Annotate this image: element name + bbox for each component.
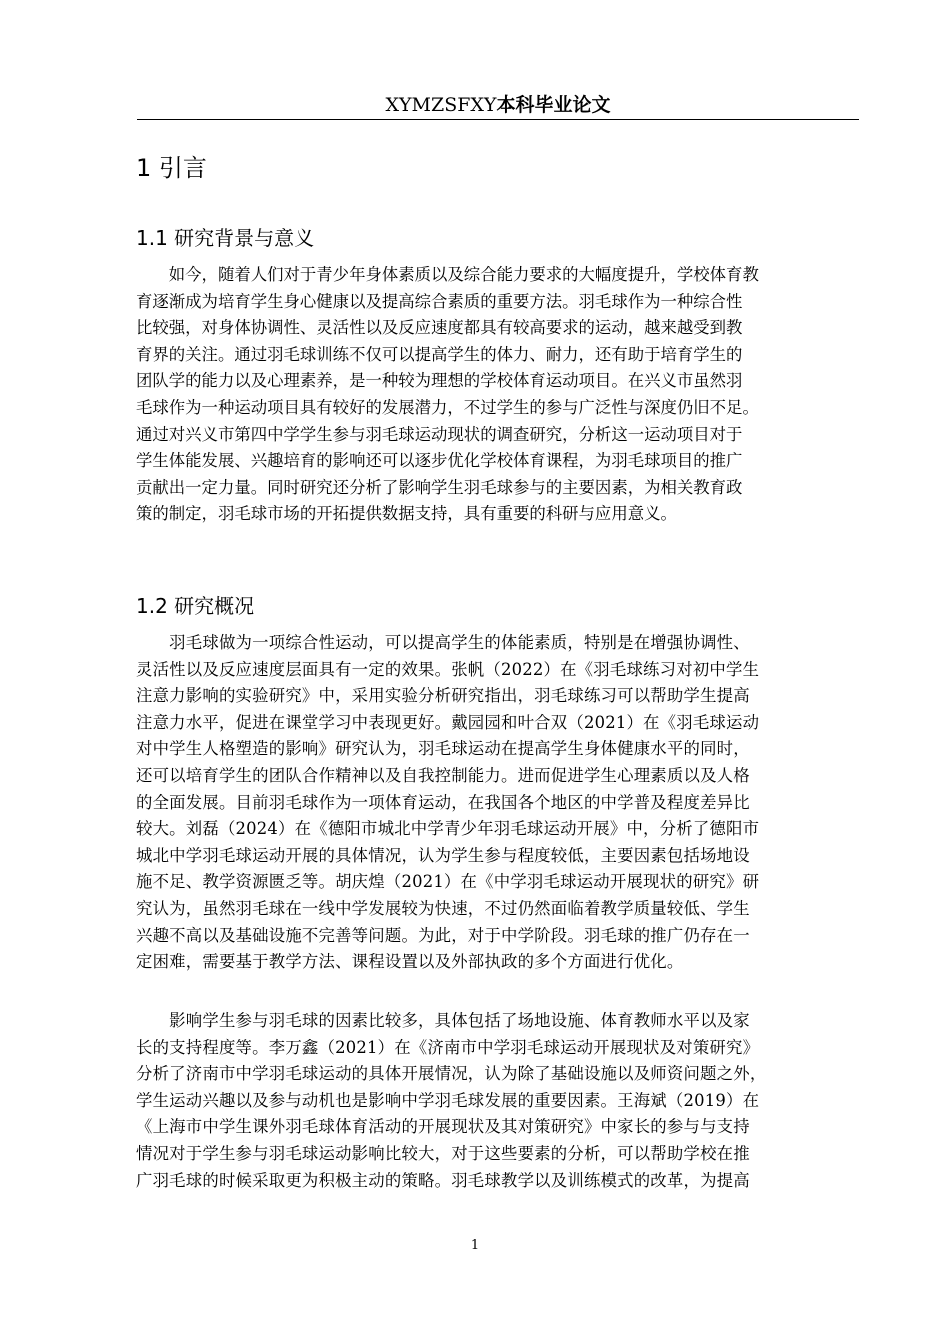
- header-doc-type: 本科毕业论文: [496, 94, 611, 116]
- section-1-1-paragraph: [136, 262, 860, 528]
- paragraph-line: 长的支持程度等。李万鑫（2021）在《济南市中学羽毛球运动开展现状及对策研究》: [136, 1037, 760, 1057]
- paragraph-line: 贡献出一定力量。同时研究还分析了影响学生羽毛球参与的主要因素，为相关教育政: [136, 477, 743, 497]
- paragraph-line: 育逐渐成为培育学生身心健康以及提高综合素质的重要方法。羽毛球作为一种综合性: [136, 291, 743, 311]
- paragraph-line: 的全面发展。目前羽毛球作为一项体育运动，在我国各个地区的中学普及程度差异比: [136, 792, 750, 812]
- paragraph-line: 情况对于学生参与羽毛球运动影响比较大，对于这些要素的分析，可以帮助学校在推: [136, 1143, 750, 1163]
- paragraph-line: 团队学的能力以及心理素养，是一种较为理想的学校体育运动项目。在兴义市虽然羽: [136, 371, 743, 391]
- paragraph-line: 羽毛球做为一项综合性运动，可以提高学生的体能素质，特别是在增强协调性、: [136, 633, 750, 652]
- chapter-title: 1 引言: [136, 154, 207, 182]
- paragraph-line: 广羽毛球的时候采取更为积极主动的策略。羽毛球教学以及训练模式的改革，为提高: [136, 1170, 750, 1190]
- paragraph-line: 施不足、教学资源匮乏等。胡庆煌（2021）在《中学羽毛球运动开展现状的研究》研: [136, 872, 760, 892]
- section-1-2-title: 1.2 研究概况: [136, 594, 255, 618]
- paragraph-line: 影响学生参与羽毛球的因素比较多，具体包括了场地设施、体育教师水平以及家: [136, 1011, 750, 1030]
- paragraph-line: 学生运动兴趣以及参与动机也是影响中学羽毛球发展的重要因素。王海斌（2019）在: [136, 1090, 760, 1110]
- section-1-1-title: 1.1 研究背景与意义: [136, 226, 315, 250]
- paragraph-line: 还可以培育学生的团队合作精神以及自我控制能力。进而促进学生心理素质以及人格: [136, 765, 750, 785]
- paragraph-line: 兴趣不高以及基础设施不完善等问题。为此，对于中学阶段。羽毛球的推广仍存在一: [136, 925, 750, 945]
- paragraph-line: 城北中学羽毛球运动开展的具体情况，认为学生参与程度较低，主要因素包括场地设: [136, 845, 750, 865]
- header-school-code: XYMZSFXY: [385, 94, 497, 116]
- page-header: [137, 93, 859, 120]
- paragraph-line: 灵活性以及反应速度层面具有一定的效果。张帆（2022）在《羽毛球练习对初中学生: [136, 659, 760, 679]
- paragraph-line: 育界的关注。通过羽毛球训练不仅可以提高学生的体力、耐力，还有助于培育学生的: [136, 344, 743, 364]
- paragraph-line: 策的制定，羽毛球市场的开拓提供数据支持，具有重要的科研与应用意义。: [136, 504, 677, 524]
- paragraph-line: 究认为，虽然羽毛球在一线中学发展较为快速，不过仍然面临着教学质量较低、学生: [136, 898, 750, 918]
- paragraph-line: 对中学生人格塑造的影响》研究认为，羽毛球运动在提高学生身体健康水平的同时，: [136, 739, 750, 759]
- paragraph-line: 如今，随着人们对于青少年身体素质以及综合能力要求的大幅度提升，学校体育教: [136, 265, 759, 284]
- paragraph-line: 分析了济南市中学羽毛球运动的具体开展情况，认为除了基础设施以及师资问题之外，: [136, 1064, 767, 1084]
- paragraph-line: 比较强，对身体协调性、灵活性以及反应速度都具有较高要求的运动，越来越受到教: [136, 318, 743, 338]
- section-1-2-paragraph-2: [136, 1008, 860, 1194]
- paragraph-line: 定困难，需要基于教学方法、课程设置以及外部执政的多个方面进行优化。: [136, 952, 684, 972]
- paragraph-line: 《上海市中学生课外羽毛球体育活动的开展现状及其对策研究》中家长的参与与支持: [136, 1117, 750, 1137]
- page-number: 1: [470, 1238, 480, 1253]
- paragraph-line: 毛球作为一种运动项目具有较好的发展潜力，不过学生的参与广泛性与深度仍旧不足。: [136, 397, 759, 417]
- paragraph-line: 学生体能发展、兴趣培育的影响还可以逐步优化学校体育课程，为羽毛球项目的推广: [136, 451, 743, 471]
- paragraph-line: 注意力影响的实验研究》中，采用实验分析研究指出，羽毛球练习可以帮助学生提高: [136, 686, 750, 706]
- paragraph-line: 较大。刘磊（2024）在《德阳市城北中学青少年羽毛球运动开展》中，分析了德阳市: [136, 819, 760, 839]
- section-1-2-paragraph-1: [136, 630, 860, 976]
- paragraph-line: 通过对兴义市第四中学学生参与羽毛球运动现状的调查研究，分析这一运动项目对于: [136, 424, 743, 444]
- paragraph-line: 注意力水平，促进在课堂学习中表现更好。戴园园和叶合双（2021）在《羽毛球运动: [136, 712, 760, 732]
